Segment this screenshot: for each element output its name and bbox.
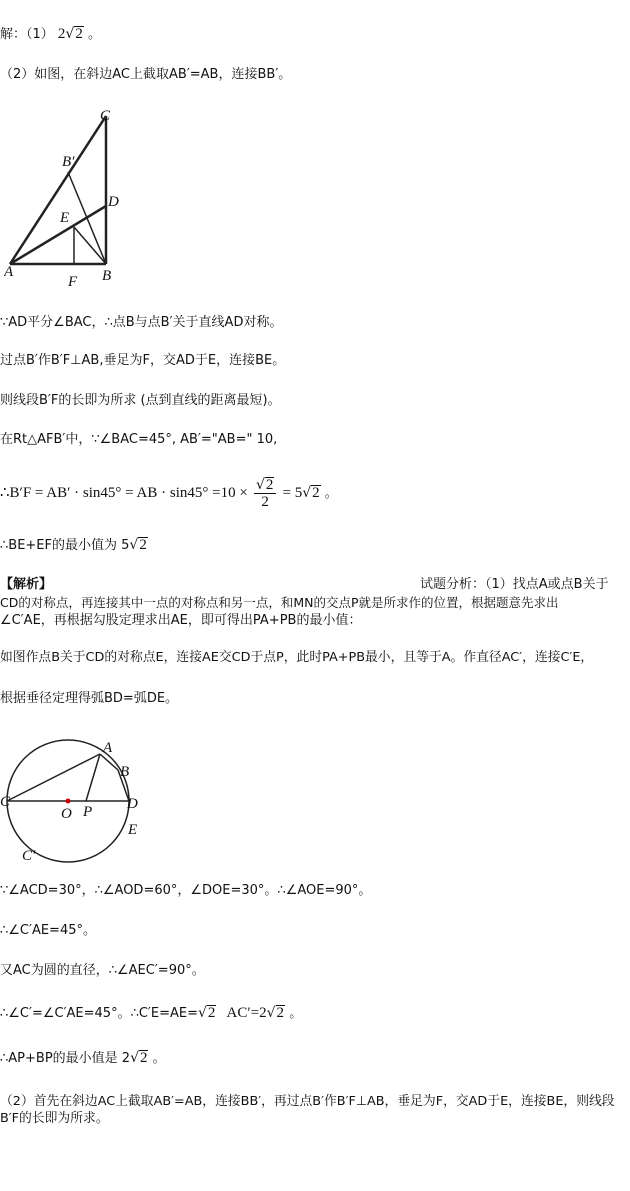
step5-rad: 2: [312, 485, 320, 501]
final-paragraph: （2）首先在斜边AC上截取AB′=AB，连接BB′，再过点B′作B′F⊥AB，垂足为F，交AD于E，连接BE，则线段B′F的长即为所求。: [0, 1094, 615, 1126]
label-A2: A: [103, 740, 113, 756]
step6-line: ∴BE+EF的最小值为 5√2: [0, 537, 147, 553]
fraction: $\frac{√2}{2}$: [254, 477, 276, 510]
frac-num: 2: [265, 477, 274, 493]
part1-prefix: 解：（1）: [0, 27, 54, 42]
step6-text: ∴BE+EF的最小值为 5: [0, 538, 130, 553]
part1-coef: 2: [57, 26, 66, 42]
line-min-end: 。: [152, 1051, 166, 1066]
label-F: F: [68, 274, 78, 290]
step4: 在Rt△AFB′中，∵∠BAC=45°, AB′="AB=" 10,: [0, 432, 278, 447]
line-min-lead: ∴AP+BP的最小值是 2: [0, 1051, 131, 1066]
label-P: P: [83, 804, 93, 820]
para2: 如图作点B关于CD的对称点E，连接AE交CD于点P，此时PA+PB最小，且等于A。作直径AC′，连接C′E，: [0, 650, 594, 665]
part2-intro: （2）如图，在斜边AC上截取AB′=AB，连接BB′。: [0, 67, 292, 82]
line-aec: 又AC为圆的直径，∴∠AEC′=90°。: [0, 963, 205, 978]
sqrt-sign: √: [65, 26, 75, 42]
label-B: B: [102, 268, 112, 284]
analysis-tag: 【解析】: [0, 577, 53, 592]
line-ce-mid: AC′=2: [226, 1005, 267, 1021]
line-ce-rad1: 2: [207, 1005, 216, 1021]
circle-figure: [0, 730, 150, 870]
label-Bprime: B′: [62, 154, 75, 170]
step5-eq: = 5: [282, 485, 303, 501]
analysis-head: 试题分析：（1）找点A或点B关于: [420, 577, 609, 592]
line-ce-end: 。: [289, 1006, 303, 1021]
line-min: ∴AP+BP的最小值是 2√2 。: [0, 1050, 166, 1066]
label-E: E: [60, 210, 70, 226]
label-A: A: [4, 264, 14, 280]
line-ce-rad2: 2: [276, 1005, 285, 1021]
analysis-line3: ∠C′AE，再根据勾股定理求出AE，即可得出PA+PB的最小值：: [0, 613, 362, 628]
step5-end: 。: [324, 486, 338, 501]
label-D2: D: [127, 796, 138, 812]
step6-rad: 2: [139, 537, 147, 553]
step5-line: ∴B′F = AB′ · sin45° = AB · sin45° =10 × $\frac{√2}{2}$ = 5√2 。: [0, 477, 338, 510]
label-D: D: [108, 194, 119, 210]
line-min-rad: 2: [139, 1050, 148, 1066]
line-acd: ∵∠ACD=30°，∴∠AOD=60°，∠DOE=30°。∴∠AOE=90°。: [0, 883, 372, 898]
analysis-line2: CD的对称点，再连接其中一点的对称点和另一点，和MN的交点P就是所求作的位置，根据题意先求出: [0, 595, 559, 610]
label-O: O: [61, 806, 72, 822]
step1: ∵AD平分∠BAC，∴点B与点B′关于直线AD对称。: [0, 315, 283, 330]
line-cae: ∴∠C′AE=45°。: [0, 923, 96, 938]
step2: 过点B′作B′F⊥AB,垂足为F，交AD于E，连接BE。: [0, 353, 286, 368]
part1-rad: 2: [75, 26, 83, 42]
part1-suffix: 。: [87, 27, 101, 42]
label-E2: E: [128, 822, 138, 838]
triangle-figure: [4, 100, 134, 290]
label-Cprime: C′: [22, 848, 36, 864]
para3: 根据垂径定理得弧BD=弧DE。: [0, 691, 179, 706]
line-ce-lead: ∴∠C′=∠C′AE=45°。∴C′E=AE=: [0, 1006, 198, 1021]
frac-den: 2: [261, 494, 269, 510]
step3: 则线段B′F的长即为所求 (点到直线的距离最短)。: [0, 393, 281, 408]
label-C: C: [100, 108, 111, 124]
line-ce: ∴∠C′=∠C′AE=45°。∴C′E=AE=√2 AC′=2√2 。: [0, 1005, 303, 1021]
label-B2: B: [120, 764, 130, 780]
step5-lead: ∴B′F = AB′ · sin45° = AB · sin45° =10 ×: [0, 485, 248, 501]
part1-line: [0, 26, 101, 43]
label-C2: C: [0, 794, 11, 810]
